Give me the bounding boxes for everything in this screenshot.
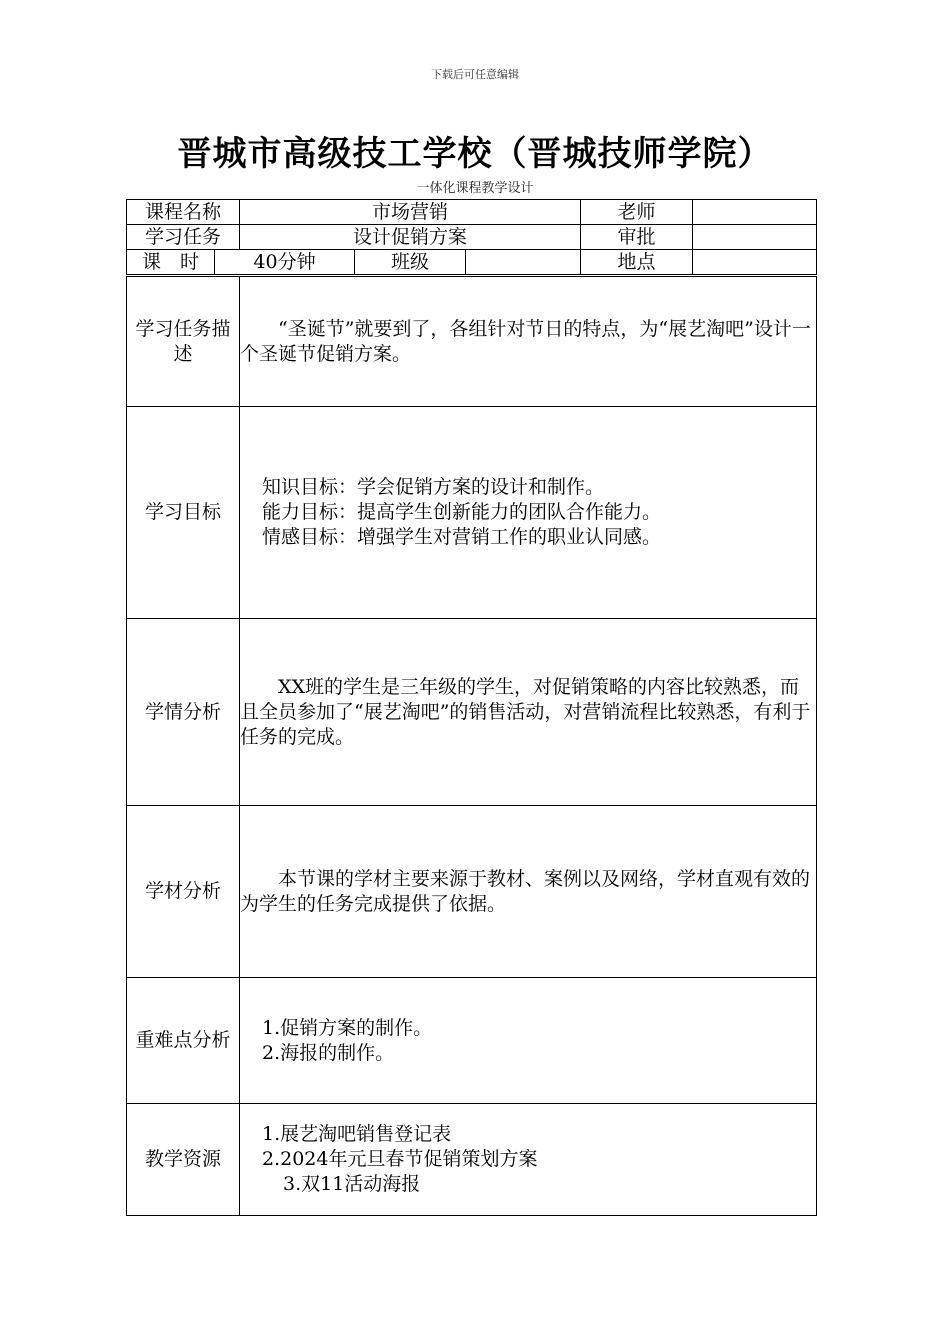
- material-analysis-text: 本节课的学材主要来源于教材、案例以及网络，学材直观有效的为学生的任务完成提供了依据。: [240, 867, 811, 915]
- resource-2: 2.2024年元旦春节促销策划方案: [262, 1148, 538, 1170]
- learning-goals-label: 学习目标: [127, 407, 240, 619]
- place-label: 地点: [581, 250, 693, 275]
- school-title: 晋城市高级技工学校（晋城技师学院）: [177, 134, 773, 174]
- section-task-description: [127, 277, 817, 407]
- class-label: 班级: [355, 250, 466, 275]
- teaching-resources-label: 教学资源: [127, 1104, 240, 1216]
- course-row: [127, 200, 817, 225]
- task-description-content: [240, 277, 817, 407]
- task-label: 学习任务: [127, 225, 240, 250]
- goal-knowledge: 知识目标：学会促销方案的设计和制作。: [262, 476, 605, 498]
- section-learning-goals: [127, 407, 817, 619]
- lesson-design-table: [126, 276, 817, 1216]
- resource-3: 3.双11活动海报: [283, 1173, 421, 1195]
- teacher-label: 老师: [581, 200, 693, 225]
- hours-value: 40分钟: [215, 250, 355, 275]
- hours-row: [127, 250, 817, 275]
- key-point-1: 1.促销方案的制作。: [262, 1016, 433, 1039]
- key-points-content: [240, 978, 817, 1104]
- section-key-points: [127, 978, 817, 1104]
- class-value: [466, 250, 581, 275]
- download-note: 下载后可任意编辑: [431, 68, 519, 81]
- course-name-value: 市场营销: [240, 200, 581, 225]
- place-value: [693, 250, 817, 275]
- course-name-label: 课程名称: [127, 200, 240, 225]
- task-row: [127, 225, 817, 250]
- task-description-label: 学习任务描述: [127, 277, 240, 407]
- goal-ability: 能力目标：提高学生创新能力的团队合作能力。: [262, 501, 662, 523]
- key-point-2: 2.海报的制作。: [262, 1041, 395, 1064]
- teaching-resources-content: [240, 1104, 817, 1216]
- task-description-text: “圣诞节”就要到了，各组针对节日的特点，为“展艺淘吧”设计一个圣诞节促销方案。: [240, 317, 811, 365]
- approve-label: 审批: [581, 225, 693, 250]
- hours-label: 课 时: [127, 250, 215, 275]
- material-analysis-label: 学材分析: [127, 806, 240, 978]
- task-value: 设计促销方案: [240, 225, 581, 250]
- resource-1: 1.展艺淘吧销售登记表: [262, 1123, 452, 1145]
- course-info-table: [126, 199, 817, 275]
- key-points-label: 重难点分析: [127, 978, 240, 1104]
- section-material-analysis: [127, 806, 817, 978]
- learning-goals-content: [240, 407, 817, 619]
- student-analysis-label: 学情分析: [127, 619, 240, 806]
- goal-emotion: 情感目标：增强学生对营销工作的职业认同感。: [262, 526, 662, 548]
- section-student-analysis: [127, 619, 817, 806]
- student-analysis-text: XX班的学生是三年级的学生，对促销策略的内容比较熟悉，而且全员参加了“展艺淘吧”的销售活动，对营销流程比较熟悉，有利于任务的完成。: [240, 675, 811, 748]
- student-analysis-content: [240, 619, 817, 806]
- document-subtitle: 一体化课程教学设计: [416, 181, 534, 196]
- approve-value: [693, 225, 817, 250]
- teacher-value: [693, 200, 817, 225]
- material-analysis-content: [240, 806, 817, 978]
- section-teaching-resources: [127, 1104, 817, 1216]
